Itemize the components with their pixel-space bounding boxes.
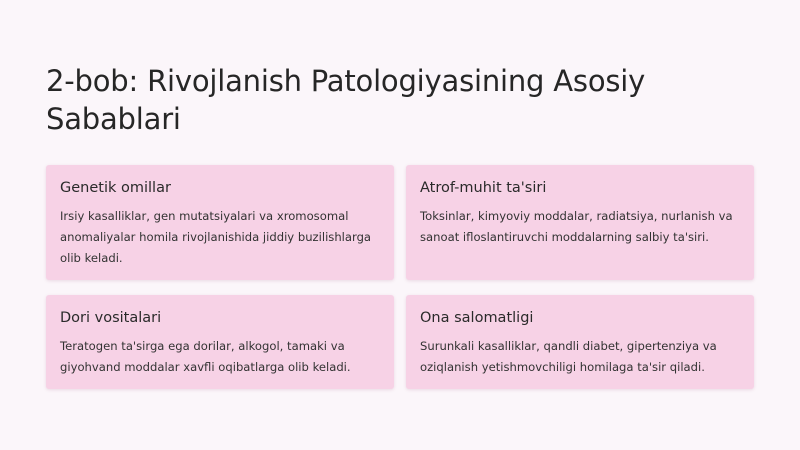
card-text: Teratogen ta'sirga ega dorilar, alkogol, tamaki va giyohvand moddalar xavfli oqibatlarga olib keladi. — [60, 339, 351, 374]
slide-title: 2-bob: Rivojlanish Patologiyasining Asosiy Sabablari — [46, 64, 646, 136]
card-title: Genetik omillar — [60, 180, 171, 196]
card-text: Toksinlar, kimyoviy moddalar, radiatsiya, nurlanish va sanoat ifloslantiruvchi moddalarning salbiy ta'siri. — [420, 209, 733, 244]
card-environment-impact — [406, 165, 754, 280]
card-title: Ona salomatligi — [420, 310, 534, 326]
card-medications — [46, 295, 394, 389]
card-title: Dori vositalari — [60, 310, 162, 326]
card-genetic-factors — [46, 165, 394, 280]
card-text: Irsiy kasalliklar, gen mutatsiyalari va xromosomal anomaliyalar homila rivojlanishida jiddiy buzilishlarga olib keladi. — [60, 209, 372, 265]
card-text: Surunkali kasalliklar, qandli diabet, gipertenziya va oziqlanish yetishmovchiligi homilaga ta'sir qiladi. — [420, 339, 717, 374]
card-maternal-health — [406, 295, 754, 389]
card-title: Atrof-muhit ta'siri — [420, 180, 547, 196]
